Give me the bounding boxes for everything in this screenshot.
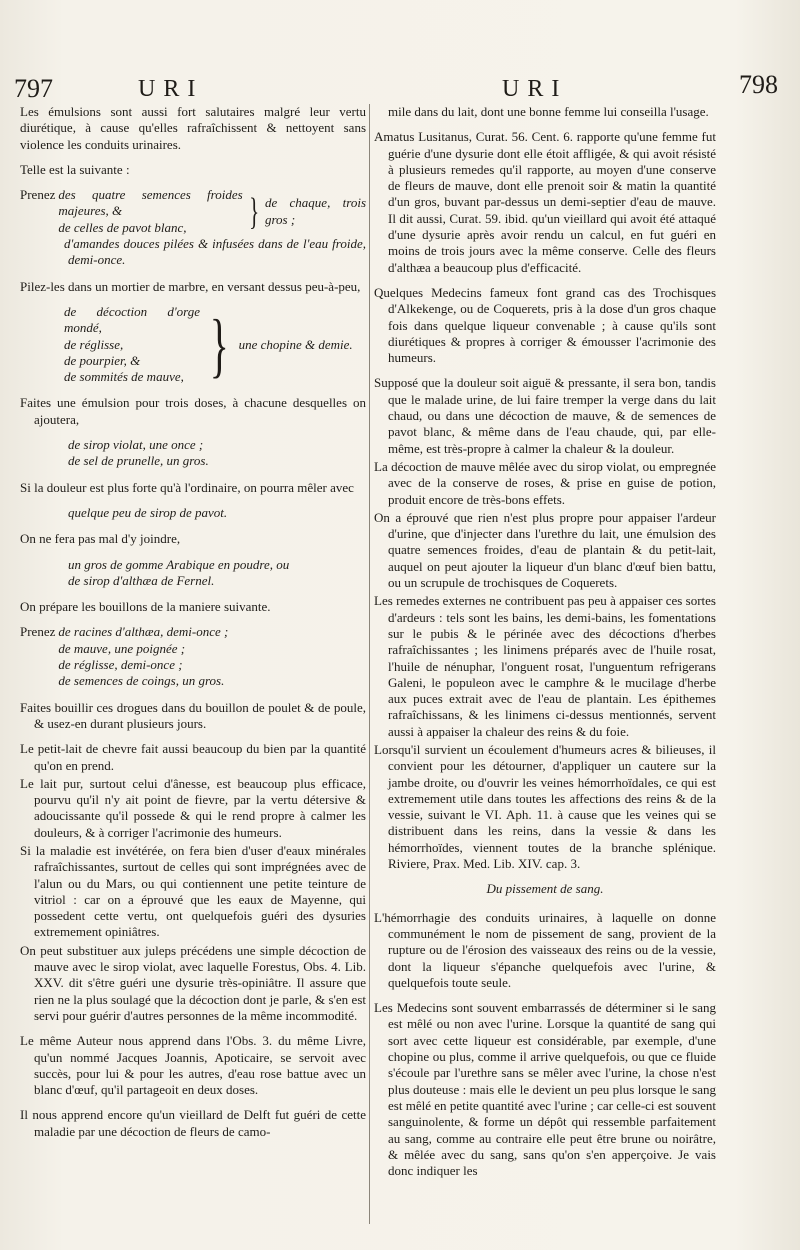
- paragraph: Le petit-lait de chevre fait aussi beaucoup du bien par la quantité qu'on en prend.: [20, 741, 366, 773]
- paragraph: Faites bouillir ces drogues dans du bouillon de poulet & de poule, & usez-en durant plusieurs jours.: [20, 699, 366, 731]
- recipe-item: de décoction d'orge mondé,: [64, 303, 200, 336]
- recipe-block: [64, 304, 366, 385]
- paragraph: Si la maladie est invétérée, on fera bien d'user d'eaux minérales rafraîchissantes, surtout de celles qui sont imprégnées avec de l'alun ou du Mars, ou qui contiennent une petite teinture de vitriol : car on a éprouvé que les eaux de Mayenne, qui possedent cette vertu, ont quelquefois guéri des dysuries extremement opiniâtres.: [20, 842, 366, 940]
- brace-icon: }: [209, 304, 229, 385]
- ingredient-list: [68, 437, 366, 470]
- running-head-left: URI: [138, 76, 204, 102]
- column-divider: [369, 104, 370, 1224]
- recipe-note: une chopine & demie.: [238, 336, 353, 352]
- recipe-item: des quatre semences froides majeures, &: [58, 187, 243, 219]
- list-item: de sel de prunelle, un gros.: [68, 453, 209, 469]
- paragraph: Lorsqu'il survient un écoulement d'humeurs acres & bilieuses, il convient pour les détourner, d'appliquer un cautere sur la jambe droite, ou d'ouvrir les veines hémorrhoïdales, ce qui est extremement utile dans toutes les affections des reins & de la vessie, suivant le VI. Aph. 11. à cause que les veines qui se distribuent dans les reins, dans la vessie & dans les hémorrhoïdes, viennent toutes de la branche splénique. Riviere, Prax. Med. Lib. XIV. cap. 3.: [374, 741, 716, 872]
- list-item: un gros de gomme Arabique en poudre, ou: [68, 556, 290, 572]
- brace-icon: }: [248, 190, 259, 233]
- list-item: de sirop violat, une once ;: [68, 437, 204, 453]
- recipe-block: [20, 624, 366, 689]
- page-number-right: 798: [739, 70, 778, 99]
- list-item: quelque peu de sirop de pavot.: [68, 504, 228, 520]
- paragraph: Amatus Lusitanus, Curat. 56. Cent. 6. rapporte qu'une femme fut guérie d'une dysurie dont elle étoit affligée, & qui avoit résisté à plusieurs remedes qu'il rapporte, au moyen d'une conserve de fleurs de mauve, dont elle prenoit soir & matin la quantité d'un gros, buvant par-dessus un demi-septier d'eau de mauve. Il dit aussi, Curat. 59. ibid. qu'un vieillard qui avoit été attaqué d'une dysurie après avoir rendu un calcul, en fut guéri en moins de trois jours avec la même conserve. Celle des fleurs d'althæa a beaucoup plus d'efficacité.: [374, 129, 716, 275]
- paragraph: mile dans du lait, dont une bonne femme lui conseilla l'usage.: [388, 104, 709, 119]
- paragraph: Quelques Medecins fameux font grand cas des Trochisques d'Alkekenge, ou de Coquerets, pris à la dose d'un gros chaque fois dans quelque liqueur convenable ; à cause qu'ils sont diurétiques & propres à corriger & émousser l'acrimonie des humeurs.: [374, 284, 716, 366]
- paragraph: L'hémorrhagie des conduits urinaires, à laquelle on donne communément le nom de pissement de sang, provient de la rupture ou de l'érosion des vaisseaux des reins ou de la vessie, dont la liqueur s'épanche quelquefois avec l'urine, & quelquefois toute seule.: [374, 909, 716, 990]
- list-item: de sirop d'althæa de Fernel.: [68, 572, 215, 588]
- recipe-item: de celles de pavot blanc,: [58, 219, 187, 235]
- right-column: [374, 104, 716, 1188]
- ingredient-list: [68, 557, 366, 590]
- ingredient-list: [68, 505, 366, 521]
- recipe-items: [64, 304, 200, 385]
- paragraph: Telle est la suivante :: [20, 161, 130, 177]
- paragraph: Les émulsions sont aussi fort salutaires malgré leur vertu diurétique, à cause qu'elles rafraîchissent & nettoyent sans violence les conduits urinaires.: [20, 104, 366, 152]
- recipe-item: d'amandes douces pilées & infusées dans de l'eau froide, demi-once.: [64, 236, 366, 268]
- recipe-item: de réglisse,: [64, 336, 124, 352]
- page-number-left: 797: [14, 74, 53, 103]
- page-header: [14, 70, 778, 106]
- left-column: [20, 104, 366, 1149]
- recipe-items: [58, 624, 228, 689]
- paragraph: On peut substituer aux juleps précédens une simple décoction de mauve avec le sirop violat, avec laquelle Forestus, Obs. 4. Lib. XXV. dit s'être guéri une dysurie très-opiniâtre. Il assure que rien ne la plus soulagé que la décoction dont je parle, & s'en est servi pour guérir d'autres personnes de la même incommodité.: [20, 942, 366, 1023]
- paragraph: Les Medecins sont souvent embarrassés de déterminer si le sang est mêlé ou non avec l'urine. Lorsque la quantité de sang qui sort avec cette liqueur est considérable, par exemple, d'une chopine ou plus, comme il arrive quelquefois, ou que ce fluide s'écoule par l'urethre sans se mêler avec l'urine, la chose n'est plus douteuse : mais elle le devient un peu plus lorsque le sang est mêlé en petite quantité avec l'urine ; car celle-ci est souvent sanguinolente, & forme un dépôt qui ressemble parfaitement au sang, comme au contraire elle peut être brune ou noirâtre, & mêlée avec du sang, sans qu'on s'en apperçoive. Je vais donc indiquer les: [374, 1000, 716, 1179]
- paragraph: Supposé que la douleur soit aiguë & pressante, il sera bon, tandis que le malade urine, de lui faire tremper la verge dans du lait chaud, ou dans une décoction de mauve, & de semences de pavot blanc, & même dans de l'eau chaude, qui, par elle-même, est très-propre à calmer la chaleur & la douleur.: [374, 375, 716, 456]
- paragraph: On a éprouvé que rien n'est plus propre pour appaiser l'ardeur d'urine, que d'injecter dans l'urethre du lait, une émulsion des quatre semences froides, d'eau de plantain & du petit-lait, auquel on peut ajouter la liqueur d'un blanc d'œuf bien battu, ou un scrupule de trochisques de Coquerets.: [374, 509, 716, 591]
- section-title: Du pissement de sang.: [486, 881, 604, 897]
- paragraph: Le lait pur, surtout celui d'ânesse, est beaucoup plus efficace, pourvu qu'il n'y ait point de fievre, par la vertu détersive & adoucissante qu'il possede & qui le rend propre à calmer les douleurs, & à corriger l'acrimonie des humeurs.: [20, 775, 366, 840]
- recipe-item: de mauve, une poignée ;: [58, 640, 186, 656]
- recipe-item: de pourpier, &: [64, 352, 141, 368]
- recipe-lead: Prenez: [20, 624, 56, 640]
- recipe-item: de sommités de mauve,: [64, 369, 184, 385]
- paragraph: On ne fera pas mal d'y joindre,: [20, 531, 181, 547]
- recipe-item: de semences de coings, un gros.: [58, 673, 225, 689]
- paragraph: Les remedes externes ne contribuent pas peu à appaiser ces sortes d'ardeurs : tels sont les bains, les demi-bains, les fomentations sur le pubis & le périnée avec des décoctions d'herbes rafraîchissantes ; les linimens préparés avec de l'huile rosat, l'huile de nénuphar, l'onguent rosat, l'unguentum refrigerans Galeni, le populeon avec le camphre & le mucilage d'herbe aux puces extrait avec de l'eau de plantain. Les épithemes rafraîchissans, & les linimens ci-dessus mentionnés, servent aussi à appaiser la chaleur des reins & du foie.: [374, 593, 716, 739]
- paragraph: Pilez-les dans un mortier de marbre, en versant dessus peu-à-peu,: [20, 278, 361, 294]
- recipe-item: de réglisse, demi-once ;: [58, 657, 183, 673]
- paragraph: Si la douleur est plus forte qu'à l'ordinaire, on pourra mêler avec: [20, 479, 354, 495]
- recipe-item: de racines d'althæa, demi-once ;: [58, 624, 229, 640]
- paragraph: On prépare les bouillons de la maniere suivante.: [20, 599, 271, 615]
- recipe-note: de chaque, trois gros ;: [264, 195, 366, 227]
- recipe-block: [20, 187, 366, 268]
- recipe-lead: Prenez: [20, 187, 56, 203]
- paragraph: La décoction de mauve mêlée avec du sirop violat, ou empregnée avec de la conserve de roses, & prise en guise de potion, produit encore de très-bons effets.: [374, 458, 716, 507]
- paragraph: Il nous apprend encore qu'un vieillard de Delft fut guéri de cette maladie par une décoction de fleurs de camo-: [20, 1107, 366, 1139]
- paragraph: Le même Auteur nous apprend dans l'Obs. 3. du même Livre, qu'un nommé Jacques Joannis, Apoticaire, se servoit avec succès, pour lui & pour les autres, d'eau rose battue avec un blanc d'œuf, qu'il partageoit en deux doses.: [20, 1033, 366, 1098]
- running-head-right: URI: [502, 76, 568, 102]
- recipe-items: [58, 187, 242, 236]
- paragraph: Faites une émulsion pour trois doses, à chacune desquelles on ajoutera,: [20, 395, 366, 427]
